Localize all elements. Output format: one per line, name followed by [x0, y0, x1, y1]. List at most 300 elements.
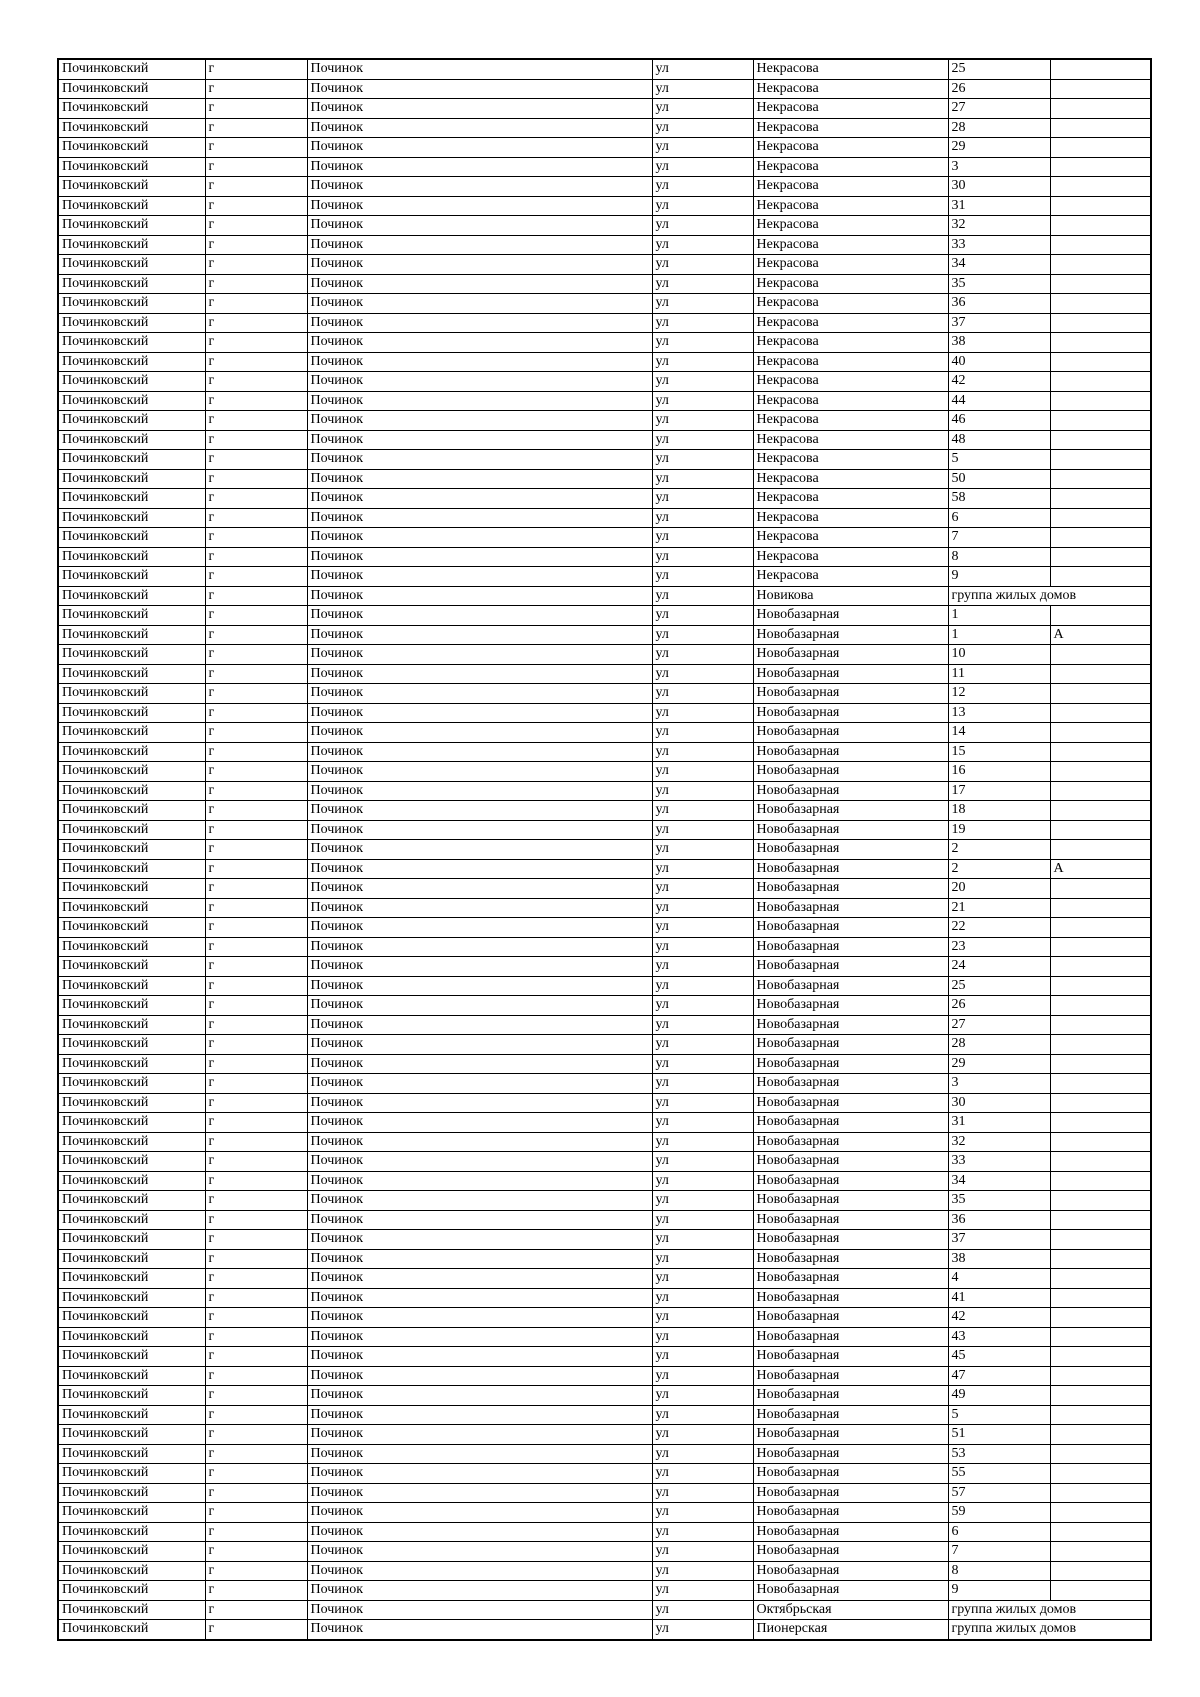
settlement-cell: Починок	[307, 235, 652, 255]
street-type-cell: ул	[652, 1425, 753, 1445]
street-type-cell: ул	[652, 372, 753, 392]
building-letter-cell	[1050, 1308, 1151, 1328]
settlement-cell: Починок	[307, 508, 652, 528]
street-type-cell: ул	[652, 1483, 753, 1503]
table-row	[58, 313, 1151, 333]
house-number-cell: 59	[948, 1503, 1050, 1523]
table-row	[58, 489, 1151, 509]
street-cell: Новобазарная	[753, 684, 948, 704]
table-row	[58, 996, 1151, 1016]
settlement-type-cell: г	[205, 391, 307, 411]
settlement-type-cell: г	[205, 898, 307, 918]
building-letter-cell	[1050, 957, 1151, 977]
table-row	[58, 411, 1151, 431]
building-letter-cell: А	[1050, 859, 1151, 879]
table-row	[58, 742, 1151, 762]
table-row	[58, 625, 1151, 645]
table-row	[58, 196, 1151, 216]
street-cell: Новобазарная	[753, 996, 948, 1016]
settlement-type-cell: г	[205, 1035, 307, 1055]
street-type-cell: ул	[652, 489, 753, 509]
street-type-cell: ул	[652, 1074, 753, 1094]
building-letter-cell	[1050, 333, 1151, 353]
house-number-cell: 7	[948, 1542, 1050, 1562]
building-letter-cell	[1050, 1269, 1151, 1289]
settlement-type-cell: г	[205, 937, 307, 957]
street-cell: Некрасова	[753, 430, 948, 450]
building-letter-cell	[1050, 59, 1151, 79]
table-row	[58, 177, 1151, 197]
street-type-cell: ул	[652, 1503, 753, 1523]
street-type-cell: ул	[652, 313, 753, 333]
street-type-cell: ул	[652, 742, 753, 762]
table-row	[58, 1015, 1151, 1035]
house-number-cell: 22	[948, 918, 1050, 938]
table-row	[58, 1366, 1151, 1386]
table-row	[58, 547, 1151, 567]
street-cell: Новобазарная	[753, 1152, 948, 1172]
building-letter-cell	[1050, 1581, 1151, 1601]
settlement-cell: Починок	[307, 1522, 652, 1542]
building-letter-cell	[1050, 1054, 1151, 1074]
street-cell: Новобазарная	[753, 762, 948, 782]
table-row	[58, 469, 1151, 489]
settlement-type-cell: г	[205, 1347, 307, 1367]
settlement-cell: Починок	[307, 684, 652, 704]
table-row	[58, 1620, 1151, 1640]
street-type-cell: ул	[652, 411, 753, 431]
settlement-cell: Починок	[307, 352, 652, 372]
district-cell: Починковский	[58, 1269, 205, 1289]
district-cell: Починковский	[58, 313, 205, 333]
street-cell: Новобазарная	[753, 1483, 948, 1503]
settlement-cell: Починок	[307, 1581, 652, 1601]
settlement-type-cell: г	[205, 762, 307, 782]
district-cell: Починковский	[58, 1405, 205, 1425]
street-cell: Октябрьская	[753, 1600, 948, 1620]
house-number-cell: 11	[948, 664, 1050, 684]
settlement-cell: Починок	[307, 333, 652, 353]
table-row	[58, 1522, 1151, 1542]
settlement-cell: Починок	[307, 625, 652, 645]
district-cell: Починковский	[58, 645, 205, 665]
building-letter-cell	[1050, 840, 1151, 860]
house-number-cell: 1	[948, 625, 1050, 645]
settlement-cell: Починок	[307, 840, 652, 860]
street-type-cell: ул	[652, 528, 753, 548]
street-type-cell: ул	[652, 1522, 753, 1542]
district-cell: Починковский	[58, 1561, 205, 1581]
building-letter-cell	[1050, 1561, 1151, 1581]
table-row	[58, 1444, 1151, 1464]
house-number-cell: 6	[948, 508, 1050, 528]
street-cell: Некрасова	[753, 255, 948, 275]
street-type-cell: ул	[652, 1444, 753, 1464]
street-type-cell: ул	[652, 1561, 753, 1581]
street-cell: Новобазарная	[753, 742, 948, 762]
settlement-type-cell: г	[205, 1522, 307, 1542]
district-cell: Починковский	[58, 391, 205, 411]
street-cell: Новобазарная	[753, 918, 948, 938]
settlement-cell: Починок	[307, 1113, 652, 1133]
table-row	[58, 1581, 1151, 1601]
house-number-cell: 27	[948, 1015, 1050, 1035]
settlement-type-cell: г	[205, 1054, 307, 1074]
street-cell: Новобазарная	[753, 859, 948, 879]
table-row	[58, 1171, 1151, 1191]
district-cell: Починковский	[58, 1366, 205, 1386]
street-type-cell: ул	[652, 235, 753, 255]
building-letter-cell	[1050, 196, 1151, 216]
settlement-cell: Починок	[307, 781, 652, 801]
street-type-cell: ул	[652, 957, 753, 977]
house-number-cell: 38	[948, 1249, 1050, 1269]
settlement-type-cell: г	[205, 1249, 307, 1269]
street-cell: Новобазарная	[753, 898, 948, 918]
house-number-cell: 9	[948, 567, 1050, 587]
settlement-cell: Починок	[307, 1444, 652, 1464]
settlement-type-cell: г	[205, 118, 307, 138]
district-cell: Починковский	[58, 1581, 205, 1601]
district-cell: Починковский	[58, 411, 205, 431]
street-type-cell: ул	[652, 996, 753, 1016]
table-row	[58, 976, 1151, 996]
street-cell: Некрасова	[753, 352, 948, 372]
settlement-cell: Починок	[307, 118, 652, 138]
district-cell: Починковский	[58, 1210, 205, 1230]
table-row	[58, 99, 1151, 119]
street-cell: Некрасова	[753, 157, 948, 177]
settlement-cell: Починок	[307, 1386, 652, 1406]
district-cell: Починковский	[58, 1600, 205, 1620]
house-number-cell: 25	[948, 59, 1050, 79]
street-type-cell: ул	[652, 1230, 753, 1250]
district-cell: Починковский	[58, 1152, 205, 1172]
table-row	[58, 1230, 1151, 1250]
street-type-cell: ул	[652, 567, 753, 587]
district-cell: Починковский	[58, 1093, 205, 1113]
settlement-type-cell: г	[205, 216, 307, 236]
street-cell: Новобазарная	[753, 1347, 948, 1367]
district-cell: Починковский	[58, 1171, 205, 1191]
settlement-cell: Починок	[307, 1347, 652, 1367]
settlement-cell: Починок	[307, 1132, 652, 1152]
district-cell: Починковский	[58, 1327, 205, 1347]
table-row	[58, 820, 1151, 840]
settlement-type-cell: г	[205, 1230, 307, 1250]
street-cell: Новобазарная	[753, 801, 948, 821]
settlement-cell: Починок	[307, 1288, 652, 1308]
street-type-cell: ул	[652, 898, 753, 918]
district-cell: Починковский	[58, 1620, 205, 1640]
street-cell: Новобазарная	[753, 1425, 948, 1445]
settlement-type-cell: г	[205, 352, 307, 372]
table-row	[58, 79, 1151, 99]
street-cell: Новобазарная	[753, 1561, 948, 1581]
settlement-cell: Починок	[307, 1483, 652, 1503]
settlement-type-cell: г	[205, 196, 307, 216]
table-row	[58, 840, 1151, 860]
district-cell: Починковский	[58, 1464, 205, 1484]
house-number-cell: 14	[948, 723, 1050, 743]
district-cell: Починковский	[58, 118, 205, 138]
settlement-cell: Починок	[307, 645, 652, 665]
building-letter-cell	[1050, 235, 1151, 255]
settlement-cell: Починок	[307, 1561, 652, 1581]
district-cell: Починковский	[58, 1288, 205, 1308]
street-cell: Новобазарная	[753, 1191, 948, 1211]
street-type-cell: ул	[652, 59, 753, 79]
district-cell: Починковский	[58, 1132, 205, 1152]
settlement-cell: Починок	[307, 762, 652, 782]
street-type-cell: ул	[652, 723, 753, 743]
building-letter-cell	[1050, 118, 1151, 138]
street-cell: Новобазарная	[753, 1249, 948, 1269]
settlement-cell: Починок	[307, 469, 652, 489]
settlement-cell: Починок	[307, 1249, 652, 1269]
district-cell: Починковский	[58, 216, 205, 236]
street-cell: Некрасова	[753, 411, 948, 431]
settlement-type-cell: г	[205, 1152, 307, 1172]
settlement-type-cell: г	[205, 996, 307, 1016]
building-letter-cell	[1050, 1074, 1151, 1094]
building-letter-cell	[1050, 274, 1151, 294]
settlement-type-cell: г	[205, 1581, 307, 1601]
district-cell: Починковский	[58, 703, 205, 723]
table-row	[58, 1249, 1151, 1269]
settlement-type-cell: г	[205, 177, 307, 197]
settlement-cell: Починок	[307, 586, 652, 606]
table-row	[58, 216, 1151, 236]
district-cell: Починковский	[58, 372, 205, 392]
building-letter-cell	[1050, 1113, 1151, 1133]
street-cell: Новобазарная	[753, 1308, 948, 1328]
district-cell: Починковский	[58, 235, 205, 255]
street-type-cell: ул	[652, 1405, 753, 1425]
settlement-cell: Починок	[307, 196, 652, 216]
settlement-type-cell: г	[205, 1015, 307, 1035]
street-type-cell: ул	[652, 1600, 753, 1620]
street-type-cell: ул	[652, 196, 753, 216]
district-cell: Починковский	[58, 1191, 205, 1211]
settlement-type-cell: г	[205, 918, 307, 938]
house-number-cell: 44	[948, 391, 1050, 411]
house-number-cell: 30	[948, 177, 1050, 197]
house-number-cell: 40	[948, 352, 1050, 372]
street-type-cell: ул	[652, 216, 753, 236]
house-number-cell: 51	[948, 1425, 1050, 1445]
table-row	[58, 684, 1151, 704]
settlement-type-cell: г	[205, 976, 307, 996]
building-letter-cell	[1050, 801, 1151, 821]
street-type-cell: ул	[652, 1035, 753, 1055]
district-cell: Починковский	[58, 1386, 205, 1406]
district-cell: Починковский	[58, 1074, 205, 1094]
settlement-cell: Починок	[307, 450, 652, 470]
building-letter-cell	[1050, 255, 1151, 275]
street-type-cell: ул	[652, 879, 753, 899]
street-type-cell: ул	[652, 1581, 753, 1601]
settlement-type-cell: г	[205, 586, 307, 606]
table-row	[58, 1054, 1151, 1074]
street-type-cell: ул	[652, 1620, 753, 1640]
district-cell: Починковский	[58, 664, 205, 684]
settlement-cell: Починок	[307, 177, 652, 197]
settlement-cell: Починок	[307, 547, 652, 567]
house-number-cell: 2	[948, 840, 1050, 860]
street-cell: Новобазарная	[753, 664, 948, 684]
building-letter-cell	[1050, 450, 1151, 470]
building-letter-cell	[1050, 1522, 1151, 1542]
street-cell: Новобазарная	[753, 937, 948, 957]
house-number-cell: 43	[948, 1327, 1050, 1347]
settlement-type-cell: г	[205, 1561, 307, 1581]
street-type-cell: ул	[652, 801, 753, 821]
building-letter-cell	[1050, 976, 1151, 996]
street-type-cell: ул	[652, 1093, 753, 1113]
street-cell: Новобазарная	[753, 645, 948, 665]
settlement-cell: Починок	[307, 138, 652, 158]
district-cell: Починковский	[58, 1230, 205, 1250]
house-number-cell: 1	[948, 606, 1050, 626]
settlement-type-cell: г	[205, 1620, 307, 1640]
building-letter-cell	[1050, 99, 1151, 119]
street-cell: Новобазарная	[753, 879, 948, 899]
street-cell: Новобазарная	[753, 1132, 948, 1152]
house-number-cell: 34	[948, 255, 1050, 275]
settlement-type-cell: г	[205, 372, 307, 392]
settlement-type-cell: г	[205, 59, 307, 79]
settlement-type-cell: г	[205, 1074, 307, 1094]
house-number-cell: 5	[948, 450, 1050, 470]
street-type-cell: ул	[652, 333, 753, 353]
street-cell: Некрасова	[753, 235, 948, 255]
street-type-cell: ул	[652, 1288, 753, 1308]
settlement-type-cell: г	[205, 1191, 307, 1211]
table-row	[58, 118, 1151, 138]
street-cell: Новобазарная	[753, 1035, 948, 1055]
house-number-cell: 28	[948, 118, 1050, 138]
street-type-cell: ул	[652, 1054, 753, 1074]
settlement-type-cell: г	[205, 1483, 307, 1503]
building-letter-cell	[1050, 781, 1151, 801]
table-row	[58, 1113, 1151, 1133]
house-number-cell: 47	[948, 1366, 1050, 1386]
district-cell: Починковский	[58, 528, 205, 548]
table-row	[58, 372, 1151, 392]
district-cell: Починковский	[58, 138, 205, 158]
building-letter-cell	[1050, 703, 1151, 723]
settlement-type-cell: г	[205, 430, 307, 450]
building-letter-cell	[1050, 1425, 1151, 1445]
street-type-cell: ул	[652, 352, 753, 372]
building-letter-cell	[1050, 1035, 1151, 1055]
district-cell: Починковский	[58, 820, 205, 840]
house-number-cell: 3	[948, 1074, 1050, 1094]
house-number-cell: 26	[948, 996, 1050, 1016]
building-letter-cell	[1050, 1015, 1151, 1035]
street-type-cell: ул	[652, 79, 753, 99]
street-type-cell: ул	[652, 1249, 753, 1269]
house-number-cell: 37	[948, 1230, 1050, 1250]
settlement-type-cell: г	[205, 664, 307, 684]
building-letter-cell	[1050, 762, 1151, 782]
street-type-cell: ул	[652, 781, 753, 801]
house-number-cell: 37	[948, 313, 1050, 333]
district-cell: Починковский	[58, 294, 205, 314]
street-type-cell: ул	[652, 1542, 753, 1562]
settlement-cell: Починок	[307, 606, 652, 626]
table-row	[58, 508, 1151, 528]
district-cell: Починковский	[58, 879, 205, 899]
settlement-type-cell: г	[205, 1386, 307, 1406]
district-cell: Починковский	[58, 177, 205, 197]
street-type-cell: ул	[652, 255, 753, 275]
street-cell: Некрасова	[753, 489, 948, 509]
table-row	[58, 1152, 1151, 1172]
settlement-cell: Починок	[307, 1152, 652, 1172]
table-row	[58, 1269, 1151, 1289]
house-number-cell: 41	[948, 1288, 1050, 1308]
table-row	[58, 138, 1151, 158]
table-row	[58, 801, 1151, 821]
street-type-cell: ул	[652, 1171, 753, 1191]
house-number-cell: 50	[948, 469, 1050, 489]
house-number-cell: 23	[948, 937, 1050, 957]
district-cell: Починковский	[58, 1503, 205, 1523]
street-cell: Новобазарная	[753, 1171, 948, 1191]
table-row	[58, 430, 1151, 450]
street-cell: Новобазарная	[753, 1386, 948, 1406]
street-type-cell: ул	[652, 820, 753, 840]
settlement-type-cell: г	[205, 742, 307, 762]
house-number-cell: 25	[948, 976, 1050, 996]
street-type-cell: ул	[652, 859, 753, 879]
settlement-cell: Починок	[307, 1054, 652, 1074]
district-cell: Починковский	[58, 742, 205, 762]
settlement-cell: Починок	[307, 391, 652, 411]
table-row	[58, 918, 1151, 938]
settlement-type-cell: г	[205, 157, 307, 177]
street-cell: Новобазарная	[753, 1113, 948, 1133]
settlement-type-cell: г	[205, 528, 307, 548]
table-row	[58, 957, 1151, 977]
settlement-type-cell: г	[205, 567, 307, 587]
table-row	[58, 1210, 1151, 1230]
settlement-type-cell: г	[205, 489, 307, 509]
house-number-cell: 42	[948, 372, 1050, 392]
settlement-cell: Починок	[307, 879, 652, 899]
house-number-cell: 8	[948, 1561, 1050, 1581]
building-letter-cell	[1050, 918, 1151, 938]
building-letter-cell	[1050, 1386, 1151, 1406]
settlement-cell: Починок	[307, 1210, 652, 1230]
table-row	[58, 294, 1151, 314]
settlement-type-cell: г	[205, 274, 307, 294]
settlement-cell: Починок	[307, 99, 652, 119]
building-letter-cell	[1050, 1210, 1151, 1230]
table-row	[58, 1327, 1151, 1347]
building-letter-cell	[1050, 411, 1151, 431]
settlement-cell: Починок	[307, 567, 652, 587]
settlement-cell: Починок	[307, 216, 652, 236]
building-letter-cell	[1050, 1093, 1151, 1113]
house-number-cell: 30	[948, 1093, 1050, 1113]
settlement-type-cell: г	[205, 801, 307, 821]
building-letter-cell	[1050, 177, 1151, 197]
house-number-cell: 12	[948, 684, 1050, 704]
table-row	[58, 762, 1151, 782]
